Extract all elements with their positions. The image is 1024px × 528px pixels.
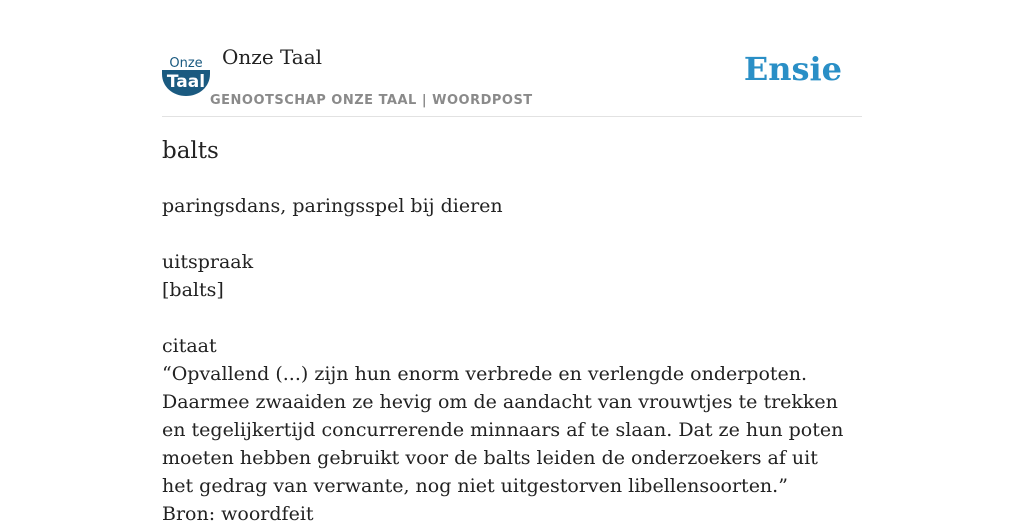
ensie-logo[interactable]: Ensie	[743, 50, 842, 88]
pronunciation-label: uitspraak	[162, 251, 254, 273]
spacer	[162, 220, 852, 248]
pronunciation: [balts]	[162, 279, 224, 301]
logo-text-top: Onze	[169, 56, 203, 71]
source-name[interactable]: Onze Taal	[222, 45, 323, 69]
source-header	[162, 0, 862, 117]
entry-body	[162, 192, 852, 528]
spacer	[162, 304, 852, 332]
definition: paringsdans, paringsspel bij dieren	[162, 195, 503, 217]
quote-label: citaat	[162, 335, 217, 357]
quote-text: “Opvallend (...) zijn hun enorm verbrede en verlengde onderpoten. Daarmee zwaaiden ze hevig om de aandacht van vrouwtjes te trekken en tegelijkertijd concurrerende minnaars af te slaan. Dat ze hun poten moeten hebben gebruikt voor de balts leiden de onderzoekers af uit het gedrag van verwante, nog niet uitgestorven libellensoorten.”	[162, 363, 844, 497]
page	[162, 0, 862, 525]
onze-taal-logo[interactable]	[162, 54, 210, 96]
headword: balts	[162, 138, 219, 164]
source-subtitle: GENOOTSCHAP ONZE TAAL | WOORDPOST	[210, 93, 533, 108]
source-line: Bron: woordfeit	[162, 503, 314, 525]
logo-text-bottom: Taal	[166, 72, 206, 92]
